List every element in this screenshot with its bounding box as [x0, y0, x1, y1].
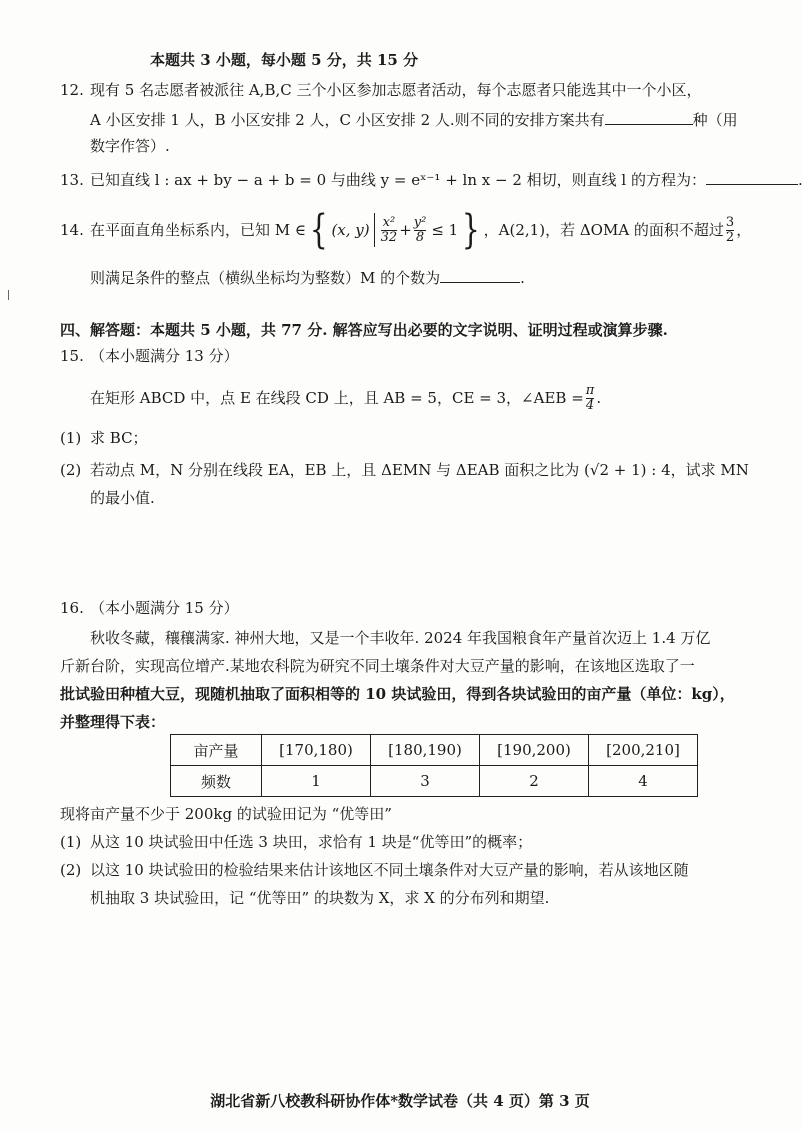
- frac-x-num: x²: [382, 214, 396, 230]
- q16-part1: [60, 832, 532, 852]
- frac-y-den: 8: [415, 229, 425, 245]
- q15-stem: [90, 380, 601, 416]
- table-cell: [200,210]: [589, 735, 698, 766]
- q16-para4: 并整理得下表：: [60, 713, 166, 731]
- q12-number: 12.: [60, 81, 84, 99]
- q16-p1-label: (1): [60, 833, 82, 851]
- section3-header: 本题共 3 小题，每小题 5 分，共 15 分: [150, 51, 419, 69]
- q14-text2: 则满足条件的整点（横纵坐标均为整数）M 的个数为: [90, 269, 441, 287]
- q12-text1: 现有 5 名志愿者被派往 A,B,C 三个小区参加志愿者活动，每个志愿者只能选其中一个小区，: [90, 81, 702, 99]
- q15-part2-cont: 的最小值.: [90, 489, 155, 507]
- q15-p2-label: (2): [60, 461, 82, 479]
- q16-number: 16.: [60, 599, 84, 617]
- q15-p1-label: (1): [60, 429, 82, 447]
- q14-frac-area: [726, 216, 734, 245]
- q15-score: （本小题满分 13 分）: [90, 347, 239, 365]
- q14-line2: [90, 266, 525, 288]
- q14-frac-x: [381, 216, 398, 245]
- q13-number: 13.: [60, 171, 84, 189]
- q15-part2: [60, 460, 749, 480]
- q15-stem-text: 在矩形 ABCD 中，点 E 在线段 CD 上，且 AB = 5，CE = 3，∠AEB =: [90, 389, 584, 407]
- frac-angle-num: π: [585, 382, 595, 398]
- q14-line1: [60, 207, 752, 253]
- q15-part1: [60, 428, 148, 448]
- q14-set-element: (x, y): [331, 221, 370, 239]
- table-cell: 3: [371, 766, 480, 797]
- q15-p2-text1: 若动点 M，N 分别在线段 EA，EB 上，且 ΔEMN 与 ΔEAB 面积之比为 (√2 + 1) : 4，试求 MN: [90, 461, 749, 479]
- frac-y-num: y²: [413, 214, 427, 230]
- q14-set: [306, 207, 484, 253]
- table-row: [171, 735, 698, 766]
- q14-end: .: [520, 269, 525, 287]
- q12-line3: 数字作答）.: [90, 137, 170, 155]
- q14-comma: ，: [736, 221, 752, 239]
- q14-text-b: ，A(2,1)，若 ΔOMA 的面积不超过: [483, 221, 724, 239]
- table-cell: [180,190): [371, 735, 480, 766]
- q13-answer-blank[interactable]: [706, 168, 798, 185]
- margin-mark: [8, 290, 9, 300]
- q16-para1: 秋收冬藏，穰穰满家. 神州大地，又是一个丰收年. 2024 年我国粮食年产量首次迈上 1.4 万亿: [90, 629, 711, 647]
- q16-p1-text: 从这 10 块试验田中任选 3 块田，求恰有 1 块是“优等田”的概率；: [90, 833, 533, 851]
- frac-x-den: 32: [380, 229, 398, 245]
- q15-frac-angle: [586, 384, 595, 413]
- q12-line1: [60, 80, 702, 100]
- q16-p2-label: (2): [60, 861, 82, 879]
- q16-score: （本小题满分 15 分）: [90, 599, 239, 617]
- q16-para2: 斤新台阶，实现高位增产.某地农科院为研究不同土壤条件对大豆产量的影响，在该地区选取了一: [60, 657, 695, 675]
- frac-area-den: 2: [725, 229, 735, 245]
- table-cell: 4: [589, 766, 698, 797]
- table-header-cell: 频数: [171, 766, 262, 797]
- q15-stem-end: .: [596, 389, 602, 407]
- q15-number: 15.: [60, 347, 84, 365]
- q16-header: [60, 598, 239, 618]
- q14-text-a: 在平面直角坐标系内，已知 M ∈: [90, 221, 306, 239]
- q16-p2-text1: 以这 10 块试验田的检验结果来估计该地区不同土壤条件对大豆产量的影响，若从该地区随: [90, 861, 689, 879]
- table-cell: 2: [480, 766, 589, 797]
- table-header-cell: 亩产量: [171, 735, 262, 766]
- q12-answer-blank[interactable]: [605, 108, 693, 125]
- q12-text2: A 小区安排 1 人，B 小区安排 2 人，C 小区安排 2 人.则不同的安排方案共有: [90, 111, 605, 129]
- q16-part2-cont: 机抽取 3 块试验田，记 “优等田” 的块数为 X，求 X 的分布列和期望.: [90, 889, 550, 907]
- q13-line: [60, 168, 803, 190]
- q14-number: 14.: [60, 221, 84, 239]
- q13-text: 已知直线 l : ax + by − a + b = 0 与曲线 y = eˣ⁻¹ + ln x − 2 相切，则直线 l 的方程为：: [90, 171, 706, 189]
- section4-header: 四、解答题：本题共 5 小题，共 77 分. 解答应写出必要的文字说明、证明过程或演算步骤.: [60, 321, 668, 339]
- q16-part2: [60, 860, 689, 880]
- frac-angle-den: 4: [585, 397, 595, 413]
- right-brace-icon: }: [462, 207, 480, 253]
- q14-le: ≤ 1: [431, 221, 459, 239]
- q12-text2-after: 种（用: [692, 111, 738, 129]
- table-cell: [170,180): [262, 735, 371, 766]
- frac-area-num: 3: [725, 214, 735, 230]
- table-cell: [190,200): [480, 735, 589, 766]
- q15-p1-text: 求 BC；: [90, 429, 148, 447]
- q16-note: 现将亩产量不少于 200kg 的试验田记为 “优等田”: [60, 805, 392, 823]
- q14-answer-blank[interactable]: [440, 266, 520, 283]
- yield-table: [170, 734, 698, 797]
- left-brace-icon: {: [309, 207, 328, 253]
- page-footer: 湖北省新八校教科研协作体*数学试卷（共 4 页）第 3 页: [210, 1092, 590, 1110]
- table-row: [171, 766, 698, 797]
- q14-frac-y: [414, 216, 427, 245]
- q12-line2: [90, 108, 738, 130]
- q13-end: .: [797, 171, 803, 189]
- q15-header: [60, 346, 239, 366]
- q14-plus: +: [399, 221, 412, 239]
- table-cell: 1: [262, 766, 371, 797]
- q16-para3: 批试验田种植大豆，现随机抽取了面积相等的 10 块试验田，得到各块试验田的亩产量（单位：kg），: [60, 685, 735, 703]
- set-divider: [374, 213, 375, 247]
